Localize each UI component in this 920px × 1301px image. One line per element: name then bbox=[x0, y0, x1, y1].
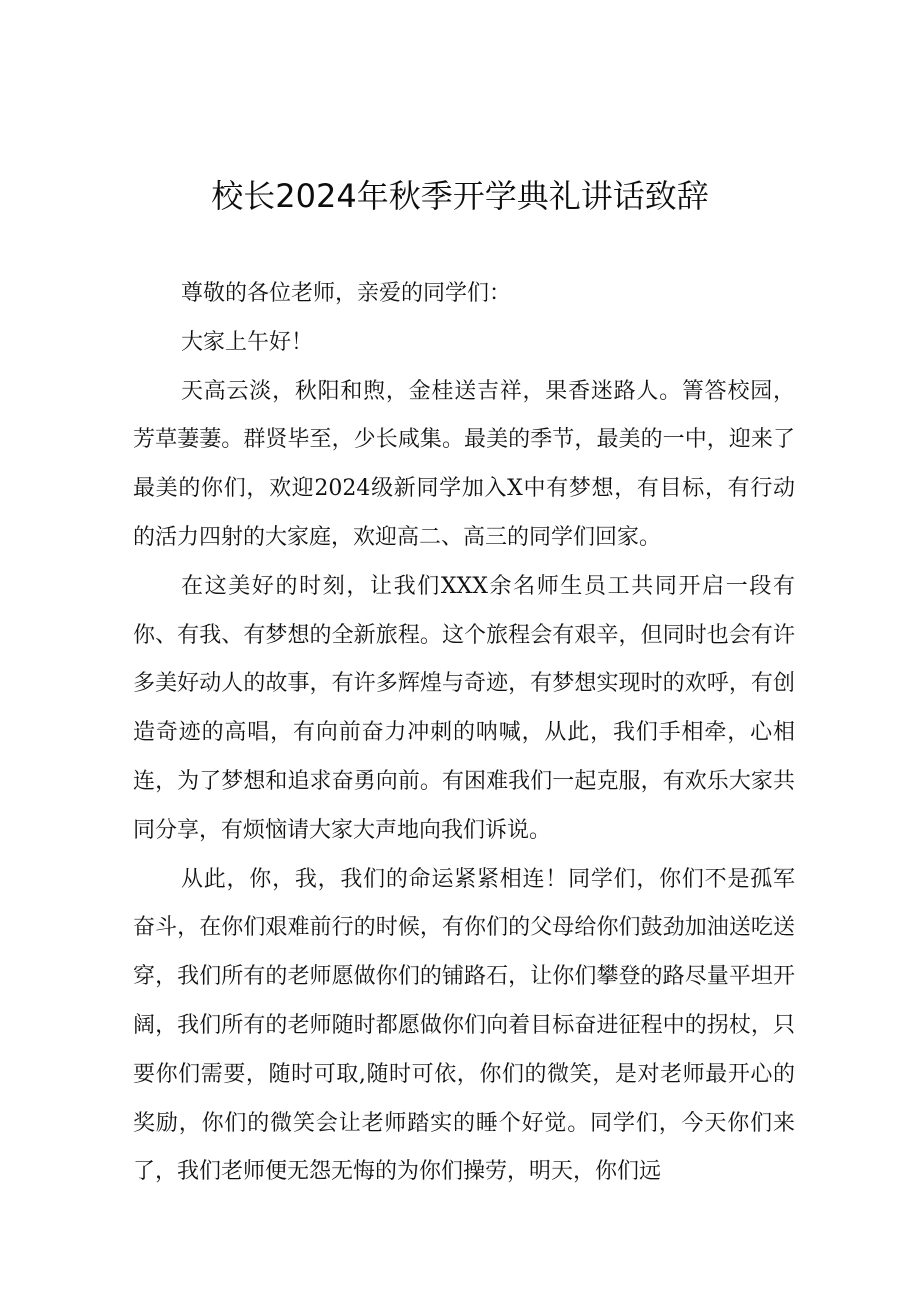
document-body bbox=[133, 270, 795, 1197]
paragraph-journey: 在这美好的时刻，让我们XXX余名师生员工共同开启一段有你、有我、有梦想的全新旅程。这个旅程会有艰辛，但同时也会有许多美好动人的故事，有许多辉煌与奇迹，有梦想实现时的欢呼，有创造奇迹的高唱，有向前奋力冲刺的呐喊，从此，我们手相牵，心相连，为了梦想和追求奋勇向前。有困难我们一起克服，有欢乐大家共同分享，有烦恼请大家大声地向我们诉说。 bbox=[133, 573, 795, 843]
paragraph-salutation: 尊敬的各位老师，亲爱的同学们： bbox=[181, 281, 512, 306]
paragraph-together: 从此，你，我，我们的命运紧紧相连！同学们，你们不是孤军奋斗，在你们艰难前行的时候，有你们的父母给你们鼓劲加油送吃送穿，我们所有的老师愿做你们的铺路石，让你们攀登的路尽量平坦开阔，我们所有的老师随时都愿做你们向着目标奋进征程中的拐杖，只要你们需要，随时可取,随时可依，你们的微笑，是对老师最开心的奖励，你们的微笑会让老师踏实的睡个好觉。同学们，今天你们来了，我们老师便无怨无悔的为你们操劳，明天，你们远 bbox=[133, 866, 795, 1185]
paragraph-welcome: 天高云淡，秋阳和煦，金桂送吉祥，果香迷路人。箐答校园，芳草萋萋。群贤毕至，少长咸集。最美的季节，最美的一中，迎来了最美的你们，欢迎2024级新同学加入X中有梦想，有目标，有行动的活力四射的大家庭，欢迎高二、高三的同学们回家。 bbox=[133, 378, 795, 550]
paragraph-greeting: 大家上午好！ bbox=[181, 329, 314, 355]
document-title: 校长2024年秋季开学典礼讲话致辞 bbox=[211, 177, 709, 215]
